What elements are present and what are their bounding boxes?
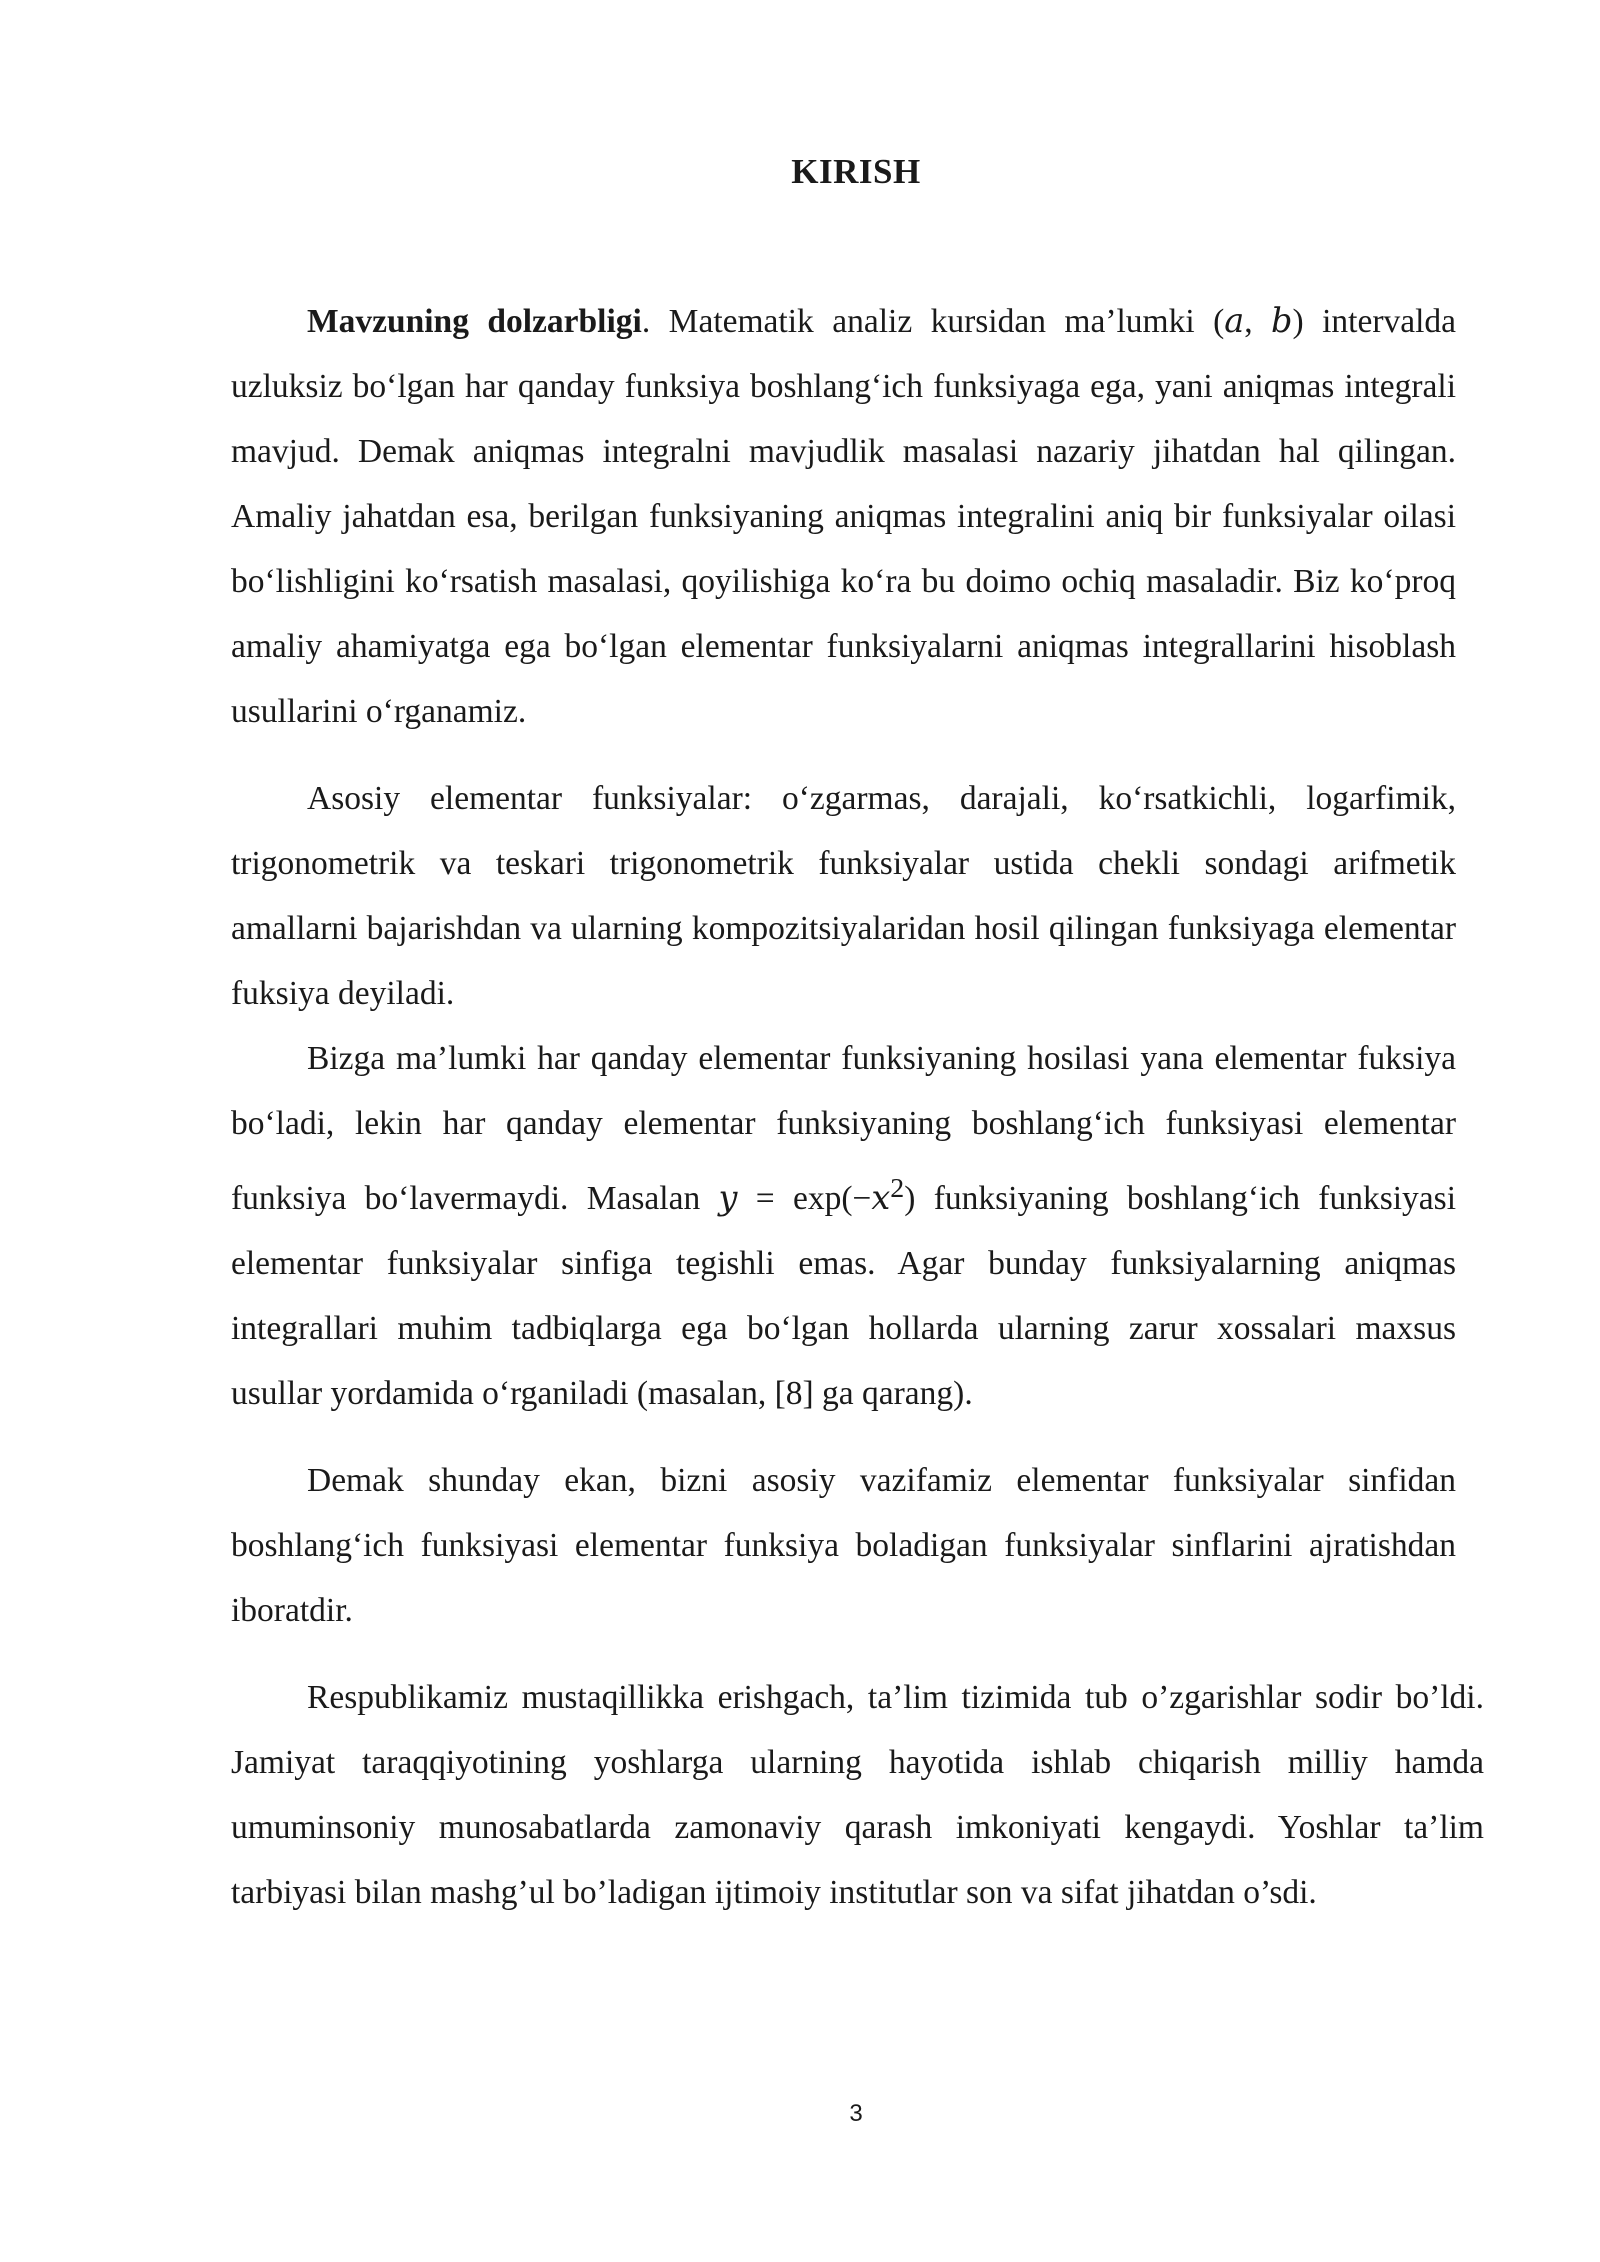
math-variable-x: x xyxy=(871,1178,891,1218)
paragraph-antiderivative xyxy=(231,1026,1456,1426)
math-equation: = exp(− xyxy=(737,1180,872,1218)
paragraph-text: ) intervalda uzluksiz bo‘lgan har qanday funksiya boshlang‘ich funksiyaga ega, yani aniqmas integrali mavjud. Demak aniqmas integralni mavjudlik masalasi nazariy jihatdan hal qilingan. Amaliy jahatdan esa, berilgan funksiyaning aniqmas integralini aniq bir funksiyalar oilasi bo‘lishligini ko‘rsatish masalasi, qoyilishiga ko‘ra bu doimo ochiq masaladir. Biz ko‘proq amaliy ahamiyatga ega bo‘lgan elementar funksiyalarni aniqmas integrallarini hisoblash usullarini o‘rganamiz. xyxy=(231,303,1457,730)
page-title: KIRISH xyxy=(791,152,921,191)
paragraph-text: Bizga ma’lumki har qanday elementar funksiyaning hosilasi yana elementar fuksiya bo‘ladi, lekin har qanday elementar funksiyaning boshlang‘ich funksiyasi elementar funksiya bo‘lavermaydi. Masalan xyxy=(231,1040,1456,1218)
math-separator: , xyxy=(1244,303,1272,340)
body-text xyxy=(231,288,1484,1925)
math-variable-y: y xyxy=(718,1178,738,1218)
math-variable-b: b xyxy=(1271,301,1293,340)
paragraph-main-task xyxy=(231,1448,1456,1643)
paragraph-text: ) funksiyaning boshlang‘ich funksiyasi elementar funksiyalar sinfiga tegishli emas. Agar bunday funksiyalarning aniqmas integrallari muhim tadbiqlarga ega bo‘lgan hollarda ularning zarur xossalari maxsus usullar yordamida o‘rganiladi (masalan, [8] ga qarang). xyxy=(231,1180,1457,1413)
paragraph-text: Demak shunday ekan, bizni asosiy vazifamiz elementar funksiyalar sinfidan boshlang‘ich funksiyasi elementar funksiya boladigan funksiyalar sinflarini ajratishdan iboratdir. xyxy=(231,1462,1456,1630)
paragraph-relevance xyxy=(231,288,1456,744)
paragraph-text: Respublikamiz mustaqillikka erishgach, ta’lim tizimida tub o’zgarishlar sodir bo’ldi. Jamiyat taraqqiyotining yoshlarga ularning hayotida ishlab chiqarish milliy hamda umuminsoniy munosabatlarda zamonaviy qarash imkoniyati kengaydi. Yoshlar ta’lim tarbiyasi bilan mashg’ul bo’ladigan ijtimoiy institutlar son va sifat jihatdan o’sdi. xyxy=(231,1679,1484,1912)
page-number: 3 xyxy=(849,2100,863,2127)
paragraph-text: Asosiy elementar funksiyalar: o‘zgarmas, darajali, ko‘rsatkichli, logarfimik, trigonometrik va teskari trigonometrik funksiyalar ustida chekli sondagi arifmetik amallarni bajarishdan va ularning kompozitsiyalaridan hosil qilingan funksiyaga elementar fuksiya deyiladi. xyxy=(231,780,1456,1012)
paragraph-text: . Matematik analiz kursidan ma’lumki ( xyxy=(641,303,1225,340)
paragraph-elementary-functions xyxy=(231,766,1456,1026)
math-variable-a: a xyxy=(1224,301,1245,340)
paragraph-republic xyxy=(231,1665,1484,1925)
math-exponent: 2 xyxy=(890,1173,905,1204)
relevance-heading: Mavzuning dolzarbligi xyxy=(307,303,642,340)
